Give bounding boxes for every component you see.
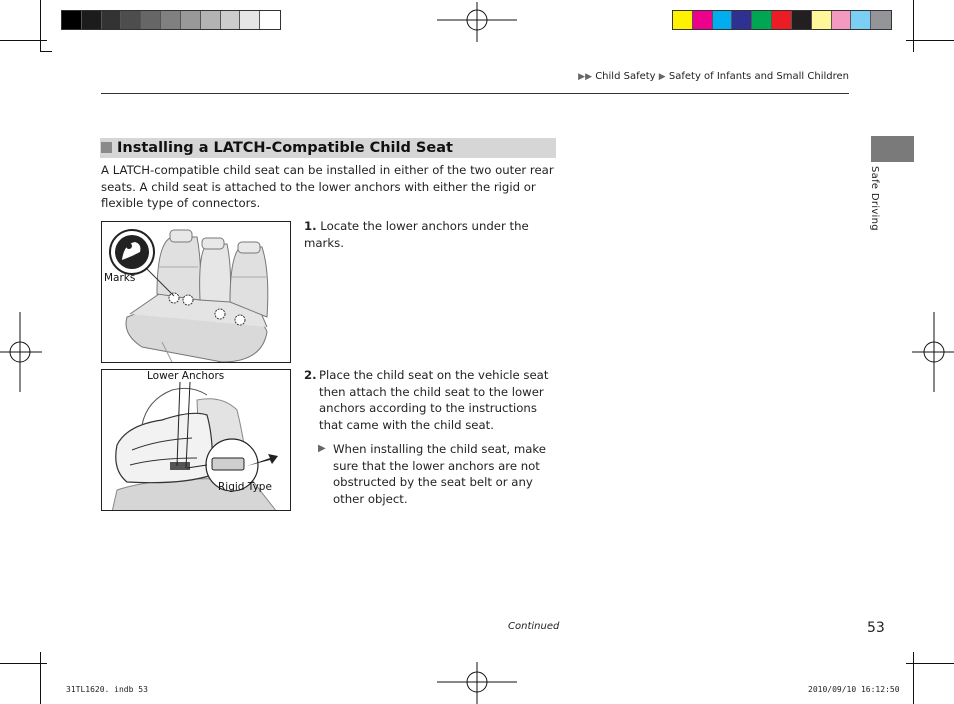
breadcrumb-item-safety-infants[interactable]: Safety of Infants and Small Children (668, 71, 849, 82)
intro-paragraph: A LATCH-compatible child seat can be installed in either of the two outer rear seats. A child seat is attached to the lower anchors with either the rigid or flexible type of connectors. (101, 163, 554, 211)
step-1-number: 1. (304, 219, 317, 233)
rear-seat-illustration (102, 222, 291, 363)
color-swatch (871, 11, 891, 29)
color-swatch (693, 11, 713, 29)
breadcrumb (578, 71, 849, 82)
note-text: When installing the child seat, make sure that the lower anchors are not obstructed by the seat belt or any other object. (333, 442, 546, 506)
gray-swatch (121, 11, 141, 29)
color-swatch (812, 11, 832, 29)
color-swatch (732, 11, 752, 29)
step-2-number: 2. (304, 368, 317, 382)
gray-swatch (181, 11, 201, 29)
crop-mark (913, 0, 914, 52)
step-1-text: Locate the lower anchors under the marks. (304, 219, 529, 250)
figure-label-lower-anchors: Lower Anchors (147, 370, 225, 382)
registration-mark-icon (912, 312, 954, 392)
continued-label: Continued (508, 621, 560, 632)
gray-color-bar (61, 10, 281, 30)
note-arrow-icon: ▶ (318, 443, 326, 454)
crop-mark (913, 652, 914, 704)
color-swatch (673, 11, 693, 29)
step-2-text: Place the child seat on the vehicle seat then attach the child seat to the lower anchors according to the instructions that came with the child seat. (319, 368, 549, 432)
gray-swatch (201, 11, 221, 29)
crop-mark (40, 652, 41, 704)
page-number: 53 (867, 620, 885, 636)
chapter-tab-label: Safe Driving (869, 166, 880, 231)
heading-square-icon (101, 142, 112, 153)
process-color-bar (672, 10, 892, 30)
color-swatch (772, 11, 792, 29)
breadcrumb-separator-icon: ▶ (658, 72, 666, 82)
figure-label-rigid-type: Rigid Type (218, 481, 272, 493)
gray-swatch (221, 11, 241, 29)
color-swatch (851, 11, 871, 29)
gray-swatch (161, 11, 181, 29)
gray-swatch (141, 11, 161, 29)
color-swatch (792, 11, 812, 29)
section-heading (100, 138, 556, 158)
crop-mark (40, 0, 41, 52)
figure-label-marks: Marks (104, 272, 136, 284)
section-title: Installing a LATCH-Compatible Child Seat (117, 140, 453, 156)
step-1 (304, 218, 562, 251)
breadcrumb-item-child-safety[interactable]: Child Safety (595, 71, 656, 82)
crop-mark (40, 51, 52, 52)
color-swatch (832, 11, 852, 29)
breadcrumb-arrows-icon: ▶▶ (578, 72, 592, 82)
gray-swatch (82, 11, 102, 29)
registration-mark-icon (437, 662, 517, 704)
color-swatch (713, 11, 733, 29)
print-timestamp: 2010/09/10 16:12:50 (808, 685, 900, 694)
figure-rear-seat-marks (101, 221, 291, 363)
gray-swatch (240, 11, 260, 29)
figure-lower-anchors-rigid (101, 369, 291, 511)
registration-mark-icon (437, 2, 517, 42)
step-2-note (318, 441, 556, 507)
gray-swatch (102, 11, 122, 29)
step-2 (304, 367, 562, 433)
header-rule (101, 93, 849, 94)
gray-swatch (260, 11, 280, 29)
file-info: 31TL1620. indb 53 (66, 685, 148, 694)
registration-mark-icon (0, 312, 42, 392)
gray-swatch (62, 11, 82, 29)
color-swatch (752, 11, 772, 29)
chapter-tab[interactable] (871, 136, 914, 162)
